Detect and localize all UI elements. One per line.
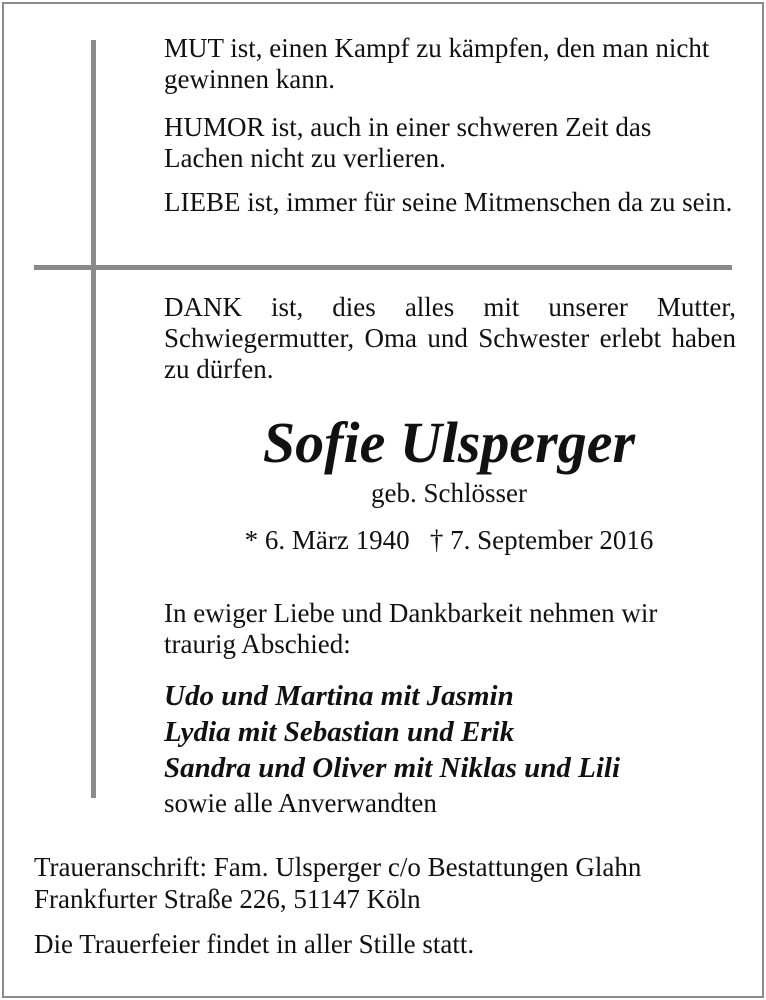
quote-love: LIEBE ist, immer für seine Mitmenschen da zu sein. [164, 187, 733, 217]
relatives-text: sowie alle Anverwandten [164, 788, 437, 818]
family-member: Lydia mit Sebastian und Erik [164, 716, 515, 748]
mourning-address-line1: Traueranschrift: Fam. Ulsperger c/o Bestattungen Glahn [34, 852, 642, 882]
funeral-note: Die Trauerfeier findet in aller Stille statt. [34, 929, 475, 959]
cross-horizontal-bar [34, 265, 732, 270]
family-list [164, 678, 734, 786]
thanks-text: DANK ist, dies alles mit unserer Mutter, Schwiegermutter, Oma und Schwester erlebt haben zu dürfen. [164, 292, 736, 384]
life-dates: * 6. März 1940 † 7. September 2016 [244, 525, 654, 555]
deceased-name: Sofie Ulsperger [262, 410, 636, 475]
quote-humor: HUMOR ist, auch in einer schweren Zeit das Lachen nicht zu verlieren. [164, 112, 652, 173]
farewell-text: In ewiger Liebe und Dankbarkeit nehmen wir traurig Abschied: [164, 598, 658, 659]
cross-vertical-bar [91, 40, 96, 798]
quote-courage: MUT ist, einen Kampf zu kämpfen, den man nicht gewinnen kann. [164, 33, 710, 94]
birth-name: geb. Schlösser [371, 478, 527, 508]
family-member: Udo und Martina mit Jasmin [164, 680, 514, 712]
mourning-address-line2: Frankfurter Straße 226, 51147 Köln [34, 884, 421, 914]
family-member: Sandra und Oliver mit Niklas und Lili [164, 752, 621, 784]
